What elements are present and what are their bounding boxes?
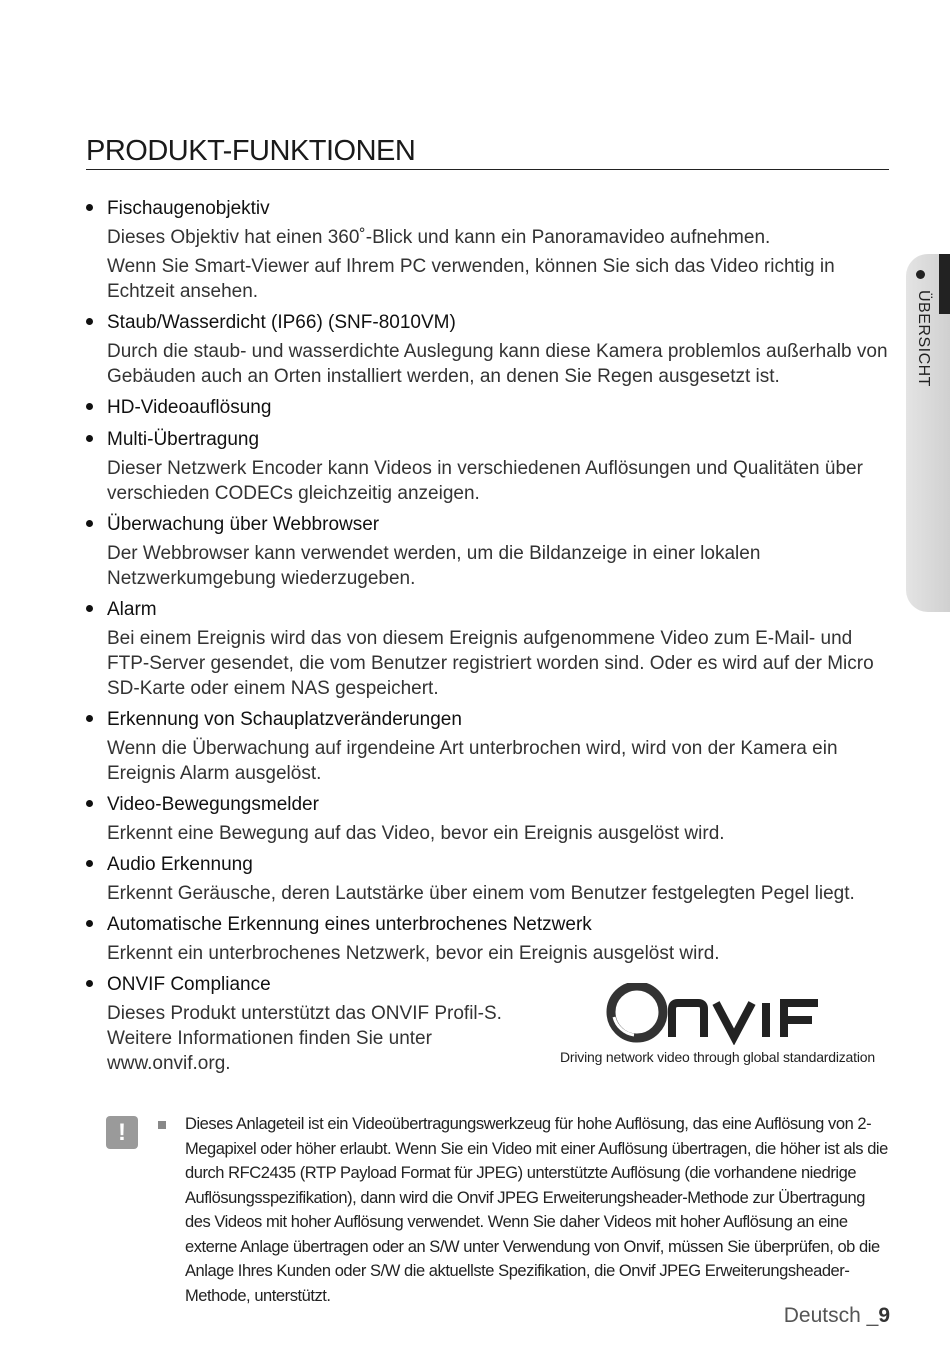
- bullet-icon: [86, 403, 93, 410]
- feature-description: [107, 941, 891, 966]
- feature-description: [107, 456, 891, 506]
- exclamation-icon: !: [106, 1116, 138, 1149]
- bullet-icon: [86, 605, 93, 612]
- feature-paragraph: Wenn Sie Smart-Viewer auf Ihrem PC verwenden, können Sie sich das Video richtig in Echtzeit ansehen.: [107, 256, 835, 302]
- feature-item: [86, 792, 891, 846]
- feature-paragraph: Erkennt eine Bewegung auf das Video, bevor ein Ereignis ausgelöst wird.: [107, 823, 725, 844]
- feature-item: [86, 310, 891, 389]
- onvif-logo: [556, 983, 886, 1073]
- feature-heading: Video-Bewegungsmelder: [107, 794, 319, 815]
- bullet-icon: [86, 800, 93, 807]
- page-number: 9: [878, 1304, 890, 1327]
- feature-item: [86, 196, 891, 304]
- bullet-icon: [86, 920, 93, 927]
- feature-description: [107, 821, 891, 846]
- feature-heading: Fischaugenobjektiv: [107, 198, 270, 219]
- feature-item: [86, 427, 891, 506]
- feature-item: [86, 395, 891, 421]
- feature-heading: ONVIF Compliance: [107, 974, 271, 995]
- feature-item: [86, 912, 891, 966]
- page-title: PRODUKT-FUNKTIONEN: [86, 133, 889, 170]
- bullet-icon: [86, 318, 93, 325]
- bullet-icon: [86, 860, 93, 867]
- feature-description: [107, 339, 891, 389]
- note-block: [158, 1112, 890, 1308]
- feature-paragraph: Dieses Objektiv hat einen 360˚-Blick und kann ein Panoramavideo aufnehmen.: [107, 227, 771, 248]
- feature-heading: Alarm: [107, 599, 157, 620]
- feature-item: [86, 512, 891, 591]
- feature-paragraph: Der Webbrowser kann verwendet werden, um die Bildanzeige in einer lokalen Netzwerkumgebung wiederzugeben.: [107, 543, 761, 589]
- bullet-icon: [86, 980, 93, 987]
- feature-item: [86, 597, 891, 701]
- bullet-icon: [86, 435, 93, 442]
- feature-heading: Erkennung von Schauplatzveränderungen: [107, 709, 462, 730]
- feature-paragraph: Wenn die Überwachung auf irgendeine Art unterbrochen wird, wird von der Kamera ein Ereignis Alarm ausgelöst.: [107, 738, 838, 784]
- feature-paragraph: Dieser Netzwerk Encoder kann Videos in verschiedenen Auflösungen und Qualitäten über verschieden CODECs gleichzeitig anzeigen.: [107, 458, 863, 504]
- feature-description: [107, 541, 891, 591]
- feature-paragraph: Bei einem Ereignis wird das von diesem Ereignis aufgenommene Video zum E-Mail- und FTP-Server gesendet, die vom Benutzer registriert worden sind. Oder es wird auf der Micro SD-Karte oder einem NAS gespeichert.: [107, 628, 874, 699]
- bullet-icon: [86, 715, 93, 722]
- bullet-icon: [86, 520, 93, 527]
- feature-heading: Multi-Übertragung: [107, 429, 260, 450]
- feature-list: [86, 196, 891, 1082]
- feature-description: [107, 225, 891, 304]
- note-bullet-icon: [158, 1121, 166, 1129]
- feature-description: [107, 881, 891, 906]
- page-footer: [784, 1304, 890, 1328]
- footer-language: Deutsch _: [783, 1304, 879, 1327]
- section-marker: [939, 254, 950, 314]
- note-text: Dieses Anlageteil ist ein Videoübertragungswerkzeug für hohe Auflösung, das eine Auflösung von 2-Megapixel oder höher erlaubt. Wenn Sie ein Video mit einer Auflösung übertragen, die höher ist als die durch RFC2435 (RTP Payload Format für JPEG) unterstützte Auflösung (die vorhandene niedrige Auflösungsspezifikation), dann wird die Onvif JPEG Erweiterungsheader-Methode zur Übertragung des Videos mit hoher Auflösung verwendet. Wenn Sie daher Videos mit hoher Auflösung an eine externe Anlage übertragen oder an S/W unter Verwendung von Onvif, müssen Sie überprüfen, ob die Anlage Ihres Kunden oder S/W die aktuellste Spezifikation, die Onvif JPEG Erweiterungsheader-Methode, unterstützt.: [185, 1115, 888, 1305]
- bullet-icon: [86, 204, 93, 211]
- feature-item: [86, 707, 891, 786]
- onvif-tagline: Driving network video through global standardization: [560, 1049, 875, 1065]
- feature-heading: Automatische Erkennung eines unterbrochenes Netzwerk: [107, 914, 592, 935]
- section-side-tab: [906, 254, 950, 612]
- feature-item: [86, 852, 891, 906]
- feature-paragraph: Durch die staub- und wasserdichte Auslegung kann diese Kamera problemlos außerhalb von Gebäuden auch an Orten installiert werden, an denen Sie Regen ausgesetzt ist.: [107, 341, 888, 387]
- feature-description: [107, 1001, 527, 1076]
- feature-heading: Audio Erkennung: [107, 854, 253, 875]
- feature-paragraph: Erkennt Geräusche, deren Lautstärke über einem vom Benutzer festgelegten Pegel liegt.: [107, 883, 855, 904]
- feature-heading: HD-Videoauflösung: [107, 397, 272, 418]
- feature-paragraph: Erkennt ein unterbrochenes Netzwerk, bevor ein Ereignis ausgelöst wird.: [107, 943, 720, 964]
- section-tab-label: ÜBERSICHT: [915, 290, 932, 387]
- feature-description: [107, 736, 891, 786]
- feature-paragraph: Dieses Produkt unterstützt das ONVIF Profil-S. Weitere Informationen finden Sie unter www.onvif.org.: [107, 1003, 502, 1074]
- feature-heading: Überwachung über Webbrowser: [107, 514, 380, 535]
- feature-heading: Staub/Wasserdicht (IP66) (SNF-8010VM): [107, 312, 456, 333]
- onvif-wordmark-icon: [606, 983, 836, 1045]
- section-bullet-icon: [916, 270, 925, 279]
- feature-description: [107, 626, 891, 701]
